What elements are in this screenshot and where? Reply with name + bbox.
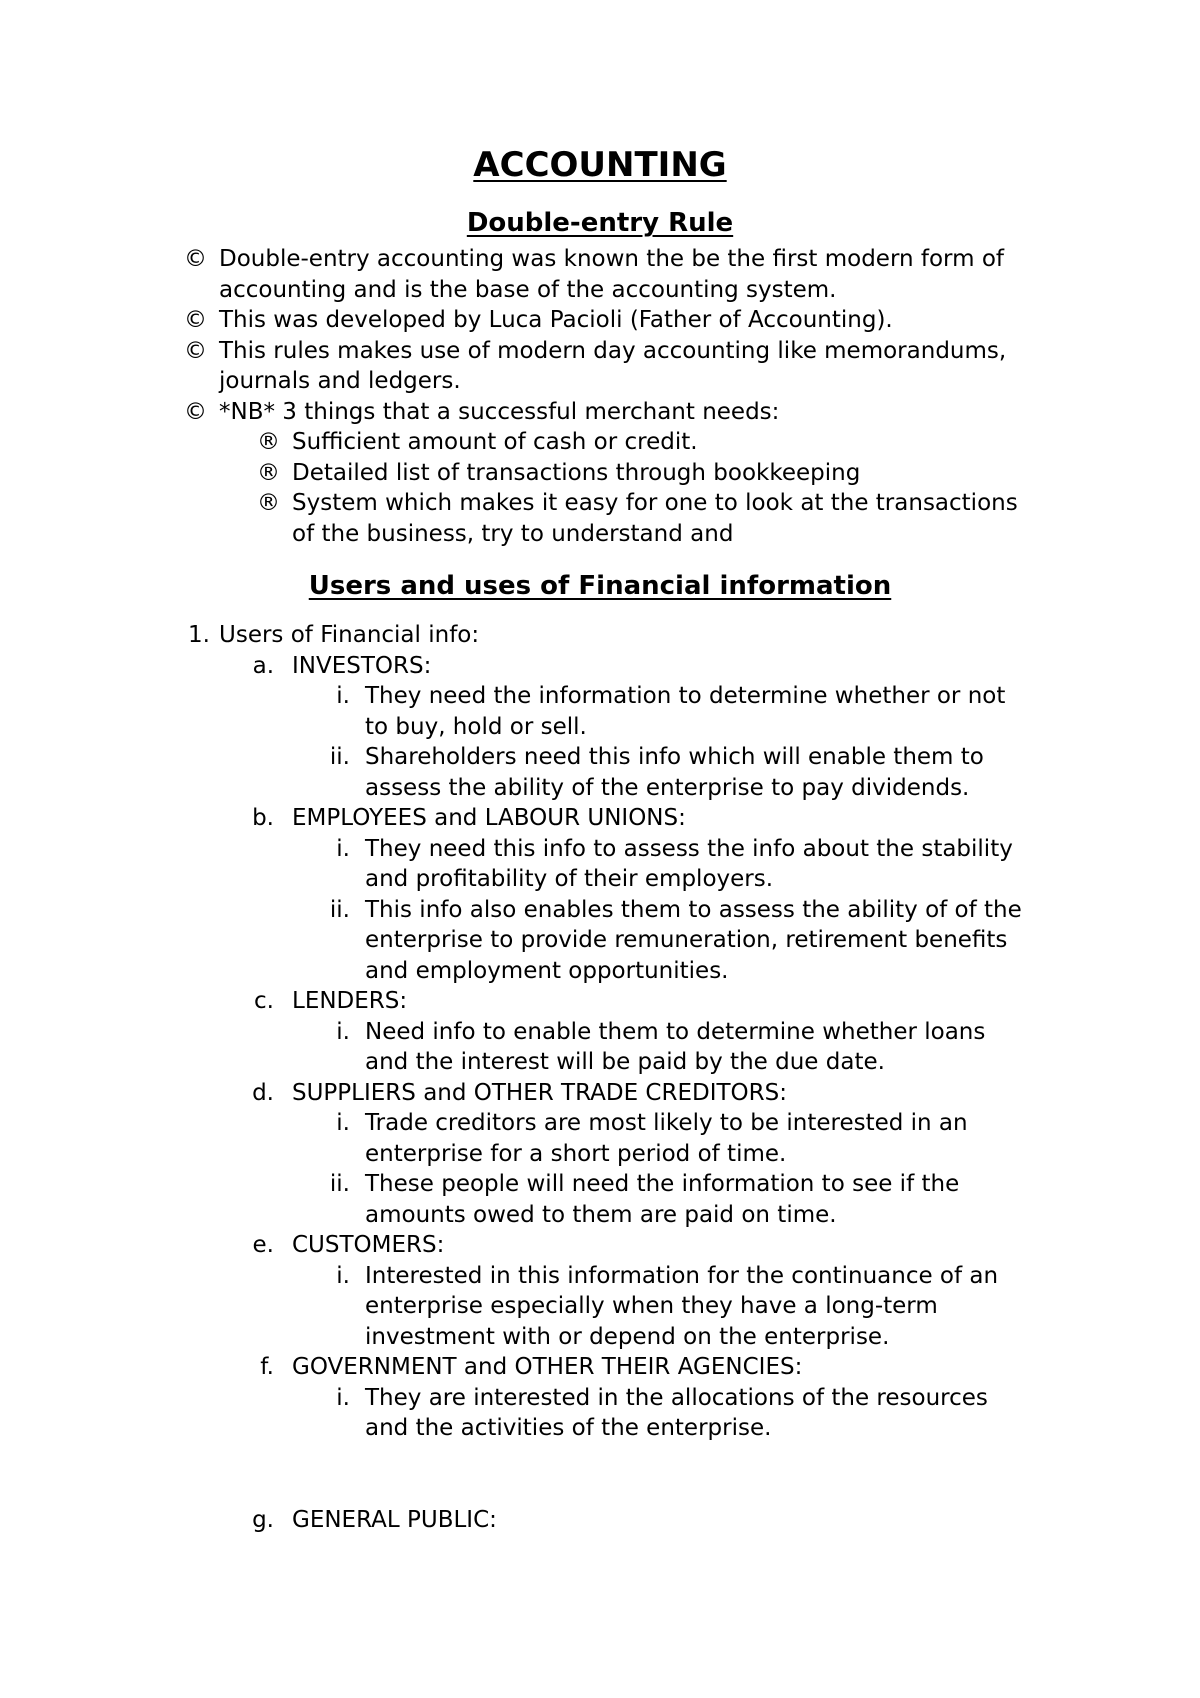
item-text: and the activities of the enterprise. [365,1415,772,1441]
item-text: Interested in this information for the continuance of an [365,1262,999,1289]
list-number: 1. [188,622,210,648]
item-text: Shareholders need this info which will enable them to [365,744,984,770]
item-number: i. [336,1110,350,1136]
bullet-text: *NB* 3 things that a successful merchant needs: [219,398,780,425]
item-text: These people will need the information to see if the [365,1171,960,1197]
item-number: ii. [329,896,350,923]
item-text: and profitability of their employers. [365,866,774,892]
group-label: GENERAL PUBLIC: [292,1506,497,1533]
bullet-marker: © [184,246,207,272]
item-text: and employment opportunities. [365,957,729,984]
item-text: enterprise to provide remuneration, retirement benefits [365,927,1008,953]
document-title: ACCOUNTING [473,145,727,185]
item-number: ii. [329,1171,350,1197]
item-number: i. [336,683,350,709]
item-text: Need info to enable them to determine whether loans [365,1018,986,1045]
bullet-text: Double-entry accounting was known the be the first modern form of [219,246,1004,272]
group-letter: c. [254,988,274,1014]
section-heading-double-entry: Double-entry Rule [466,208,734,238]
bullet-text: accounting and is the base of the accounting system. [219,276,837,303]
item-text: investment with or depend on the enterprise. [365,1323,890,1350]
sub-bullet-text: of the business, try to understand and [292,520,734,547]
item-number: i. [336,1018,350,1045]
group-label: INVESTORS: [292,652,432,679]
group-label: LENDERS: [292,988,408,1014]
group-letter: e. [252,1232,274,1258]
item-text: enterprise especially when they have a long-term [365,1293,938,1319]
item-number: ii. [329,744,350,770]
bullet-text: journals and ledgers. [219,368,461,394]
item-text: They need this info to assess the info about the stability [365,835,1013,862]
bullet-marker: © [184,398,207,425]
list-label: Users of Financial info: [219,622,480,648]
item-text: amounts owed to them are paid on time. [365,1201,837,1228]
item-text: assess the ability of the enterprise to pay dividends. [365,774,970,801]
bullet-text: This was developed by Luca Pacioli (Father of Accounting). [219,307,893,333]
group-label: EMPLOYEES and LABOUR UNIONS: [292,805,686,831]
sub-bullet-text: Sufficient amount of cash or credit. [292,429,698,455]
item-text: Trade creditors are most likely to be interested in an [365,1110,968,1136]
sub-bullet-text: Detailed list of transactions through bookkeeping [292,459,861,486]
section-heading-users: Users and uses of Financial information [308,571,892,601]
item-number: i. [336,1262,350,1289]
bullet-marker: © [184,337,207,364]
group-letter: g. [252,1506,274,1533]
group-letter: b. [252,805,274,831]
sub-bullet-text: System which makes it easy for one to look at the transactions [292,490,1018,516]
item-text: and the interest will be paid by the due date. [365,1049,885,1075]
sub-bullet-marker: ® [257,490,280,516]
item-text: enterprise for a short period of time. [365,1140,787,1167]
group-letter: f. [260,1354,274,1380]
sub-bullet-marker: ® [257,429,280,455]
sub-bullet-marker: ® [257,459,280,486]
item-text: This info also enables them to assess the ability of of the [365,896,1022,923]
group-label: SUPPLIERS and OTHER TRADE CREDITORS: [292,1079,787,1106]
group-letter: a. [252,652,274,679]
item-text: They are interested in the allocations of the resources [365,1384,988,1411]
item-number: i. [336,835,350,862]
item-text: to buy, hold or sell. [365,713,587,740]
group-label: GOVERNMENT and OTHER THEIR AGENCIES: [292,1354,803,1380]
item-number: i. [336,1384,350,1411]
group-label: CUSTOMERS: [292,1232,445,1258]
group-letter: d. [252,1079,274,1106]
bullet-marker: © [184,307,207,333]
bullet-text: This rules makes use of modern day accounting like memorandums, [219,337,1007,364]
item-text: They need the information to determine whether or not [365,683,1006,709]
